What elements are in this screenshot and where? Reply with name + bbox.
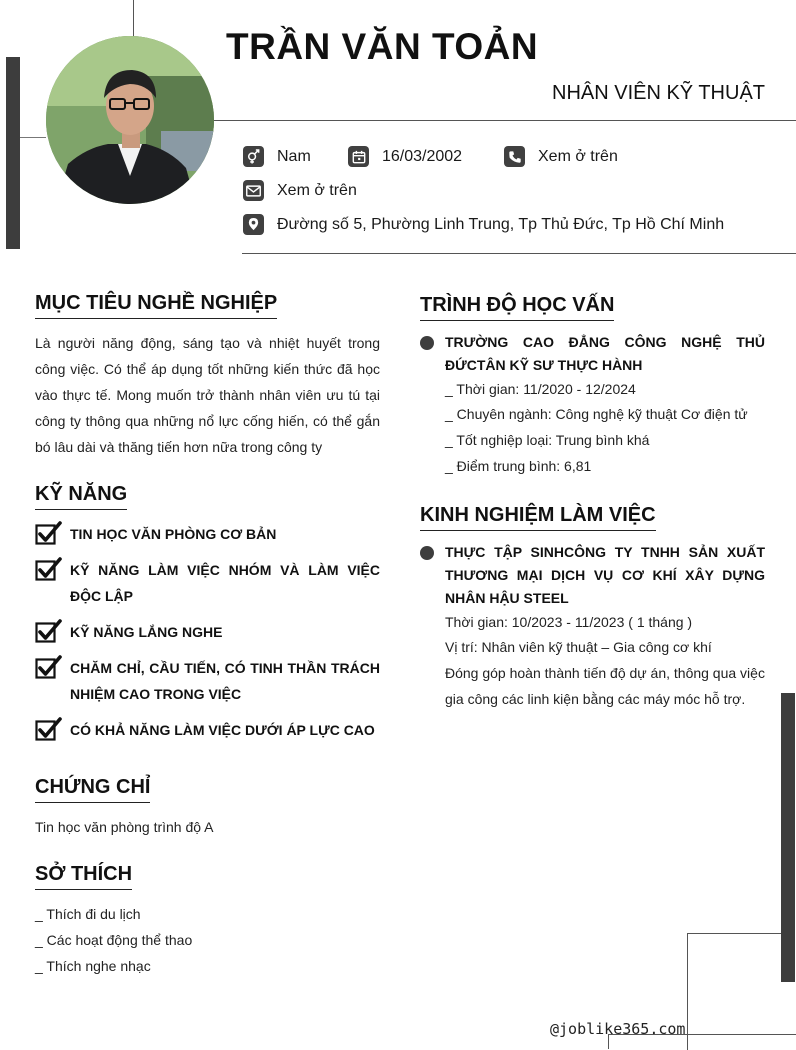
candidate-name: TRẦN VĂN TOẢN	[226, 26, 539, 67]
objective-text: Là người năng động, sáng tạo và nhiệt huyết trong công việc. Có thể áp dụng tốt những kiến thức đã học vào thực tế. Mong muốn trở thành nhân viên ưu tú tại công ty thông qua những nổ lực cống hiến, có thể gắn bó lâu dài và thăng tiến hơn nữa trong công ty	[35, 335, 380, 455]
objective-title: MỤC TIÊU NGHỀ NGHIỆP	[35, 292, 277, 319]
skill-label: CÓ KHẢ NĂNG LÀM VIỆC DƯỚI ÁP LỰC CAO	[70, 722, 375, 738]
info-divider	[242, 253, 796, 254]
address-value: Đường số 5, Phường Linh Trung, Tp Thủ Đức, Tp Hồ Chí Minh	[277, 215, 725, 233]
experience-company: THỰC TẬP SINHCÔNG TY TNHH SẢN XUẤT THƯƠNG MẠI DỊCH VỤ CƠ KHÍ XÂY DỰNG NHÂN HẬU STEEL	[445, 544, 765, 606]
avatar-connector-line	[20, 137, 46, 138]
bottom-corner-frame	[687, 933, 781, 1050]
info-gender	[243, 146, 311, 167]
experience-title: KINH NGHIỆM LÀM VIỆC	[420, 504, 656, 531]
skill-item	[35, 655, 380, 707]
job-position: NHÂN VIÊN KỸ THUẬT	[552, 82, 765, 104]
education-line: _ Thời gian: 11/2020 - 12/2024	[445, 381, 636, 397]
education-line: _ Điểm trung bình: 6,81	[445, 458, 592, 474]
checkbox-checked-icon	[35, 619, 63, 643]
skill-label: KỸ NĂNG LÀM VIỆC NHÓM VÀ LÀM VIỆC ĐỘC LẬP	[70, 562, 380, 604]
calendar-icon	[348, 146, 369, 167]
birthday-value: 16/03/2002	[382, 147, 463, 165]
experience-role: Vị trí: Nhân viên kỹ thuật – Gia công cơ khí	[445, 639, 712, 655]
checkbox-checked-icon	[35, 557, 63, 581]
education-line: _ Chuyên ngành: Công nghệ kỹ thuật Cơ điện tử	[445, 406, 748, 422]
education-title: TRÌNH ĐỘ HỌC VẤN	[420, 294, 614, 321]
phone-icon	[504, 146, 525, 167]
map-pin-icon	[243, 214, 264, 235]
right-accent-bar	[781, 693, 795, 982]
education-school: TRƯỜNG CAO ĐẲNG CÔNG NGHỆ THỦ ĐỨCTÂN KỸ SƯ THỰC HÀNH	[445, 334, 765, 373]
certificates-title: CHỨNG CHỈ	[35, 776, 150, 803]
checkbox-checked-icon	[35, 655, 63, 679]
hobbies-title: SỞ THÍCH	[35, 863, 132, 890]
experience-description: Đóng góp hoàn thành tiến độ dự án, thông qua việc gia công các linh kiện bằng các máy móc hỗ trợ.	[445, 665, 765, 707]
checkbox-checked-icon	[35, 521, 63, 545]
certificate-item: Tin học văn phòng trình độ A	[35, 819, 214, 835]
phone-value: Xem ở trên	[538, 147, 618, 165]
skill-item	[35, 557, 380, 609]
skill-label: CHĂM CHỈ, CẦU TIẾN, CÓ TINH THẦN TRÁCH NHIỆM CAO TRONG VIỆC	[70, 660, 380, 702]
hobby-item: _ Thích đi du lịch	[35, 906, 141, 922]
email-value: Xem ở trên	[277, 181, 357, 199]
hobby-item: _ Các hoạt động thể thao	[35, 932, 193, 948]
skill-item	[35, 717, 380, 743]
watermark: @joblike365.com	[550, 1020, 686, 1038]
skill-item	[35, 619, 380, 645]
info-birthday	[348, 146, 462, 167]
experience-time: Thời gian: 10/2023 - 11/2023 ( 1 tháng )	[445, 614, 693, 630]
skill-label: TIN HỌC VĂN PHÒNG CƠ BẢN	[70, 526, 277, 542]
skill-item	[35, 521, 380, 547]
info-email	[243, 180, 357, 201]
skills-title: KỸ NĂNG	[35, 483, 127, 510]
skill-label: KỸ NĂNG LẮNG NGHE	[70, 624, 223, 640]
header-divider	[214, 120, 796, 121]
envelope-icon	[243, 180, 264, 201]
hobby-item: _ Thích nghe nhạc	[35, 958, 151, 974]
info-address	[243, 214, 724, 235]
info-phone	[504, 146, 618, 167]
top-vertical-line	[133, 0, 134, 37]
left-accent-bar	[6, 57, 20, 249]
experience-bullet	[420, 546, 434, 560]
education-bullet	[420, 336, 434, 350]
gender-value: Nam	[277, 147, 311, 165]
gender-icon	[243, 146, 264, 167]
avatar	[46, 36, 214, 204]
checkbox-checked-icon	[35, 717, 63, 741]
education-line: _ Tốt nghiệp loại: Trung bình khá	[445, 432, 650, 448]
